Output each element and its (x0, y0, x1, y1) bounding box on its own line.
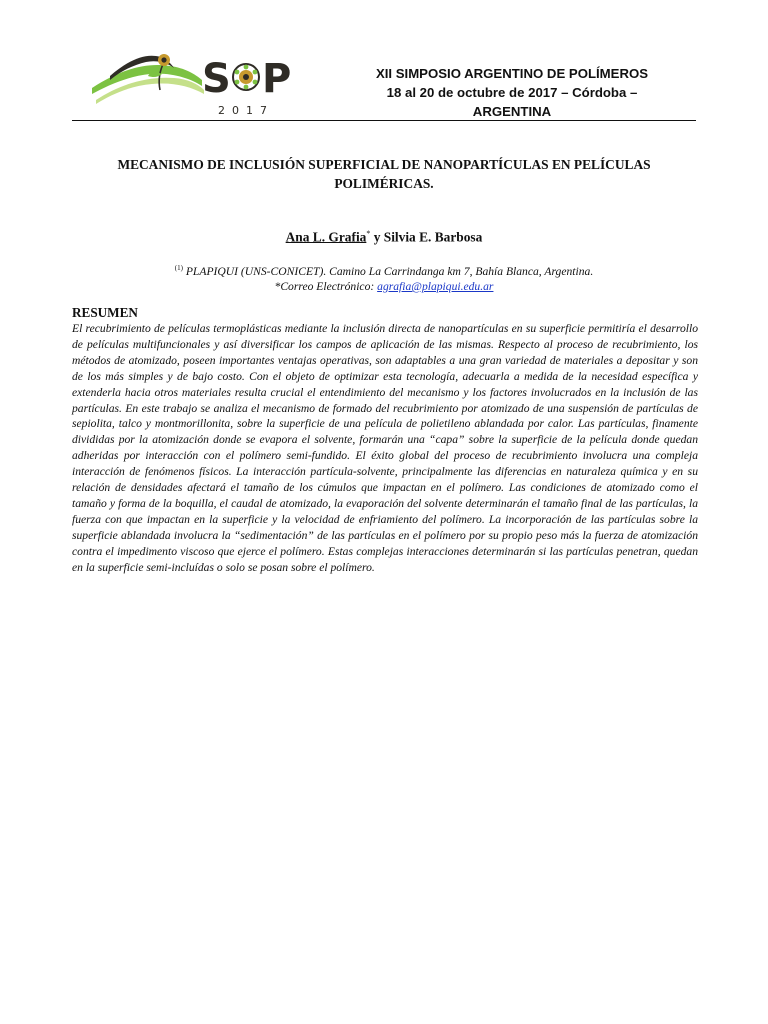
page-header (72, 40, 696, 122)
affiliation-block (72, 261, 696, 294)
conference-name: XII SIMPOSIO ARGENTINO DE POLÍMEROS (375, 66, 649, 81)
logo-letter-p: P (262, 56, 292, 102)
paper-title-line: MECANISMO DE INCLUSIÓN SUPERFICIAL DE NANOPARTÍCULAS EN PELÍCULAS (117, 157, 651, 172)
affiliation-mark: (1) (174, 264, 183, 272)
paper-title-line: POLIMÉRICAS. (334, 176, 434, 191)
logo-year: 2017 (218, 104, 274, 117)
author-1: Ana L. Grafia (285, 229, 367, 245)
author-list (72, 229, 696, 245)
author-join: y (370, 229, 384, 245)
abstract-heading: RESUMEN (72, 305, 138, 320)
flower-emblem-icon (233, 64, 259, 90)
conference-dates: 18 al 20 de octubre de 2017 – Córdoba – (386, 85, 638, 100)
header-divider (72, 120, 696, 121)
author-1-mark: * (366, 229, 371, 238)
email-link[interactable]: agrafia@plapiqui.edu.ar (377, 279, 494, 293)
conference-country: ARGENTINA (472, 104, 552, 119)
affiliation-text: PLAPIQUI (UNS-CONICET). Camino La Carrindanga km 7, Bahía Blanca, Argentina. (182, 264, 594, 278)
author-2: Silvia E. Barbosa (383, 229, 483, 245)
sap-logo-graphic (90, 40, 300, 120)
email-line (72, 279, 696, 294)
email-label: *Correo Electrónico: (274, 279, 378, 293)
paper-title (72, 155, 696, 193)
affiliation-line (72, 261, 696, 279)
conference-info (332, 64, 692, 121)
sap-logo (90, 40, 300, 120)
logo-letter-s: S (202, 56, 231, 102)
abstract-text: El recubrimiento de películas termoplásticas mediante la inclusión directa de nanopartículas en su superficie permitiría el desarrollo de películas multifuncionales y así diversificar los campos de aplicación de las mismas. Respecto al proceso de recubrimiento, los métodos de atomizado, poseen importantes ventajas operativas, son adaptables a una gran variedad de materiales a depositar y son de los más simples y de bajo costo. Con el objeto de optimizar esta tecnología, adecuarla a medida de la necesidad específica y extenderla hacia otros materiales resulta crucial el entendimiento del mecanismo y los factores involucrados en la inclusión de las partículas. En este trabajo se analiza el mecanismo de formado del recubrimiento por atomizado de una suspensión de partículas de sepiolita, talco y montmorillonita, sobre la superficie de una película de polietileno ablandada por calor. Las partículas, finamente divididas por la atomización donde se evapora el solvente, formarán una “capa” sobre la superficie de la película donde quedan adheridas por interacción con el polímero semi-fundido. El éxito global del proceso de recubrimiento involucra una compleja interacción de fenómenos físicos. La interacción partícula-solvente, principalmente las diferencias en naturaleza química y en su relación de densidades afectará el tamaño de los cúmulos que impactan en el polímero. Las condiciones de atomizado como el tamaño y forma de la boquilla, el caudal de atomizado, la evaporación del solvente determinarán el tamaño final de las partículas, la fuerza con que impactan en la superficie y la velocidad de enfriamiento del polímero. La incorporación de las partículas sobre la superficie ablandada involucra la “sedimentación” de las partículas en el polímero por su propio peso más la fuerza de atomización contra el impedimento viscoso que ejerce el polímero. Estas complejas interacciones determinarán si las partículas penetran, quedan en la superficie semi-incluídas o solo se posan sobre el polímero. (72, 322, 698, 574)
